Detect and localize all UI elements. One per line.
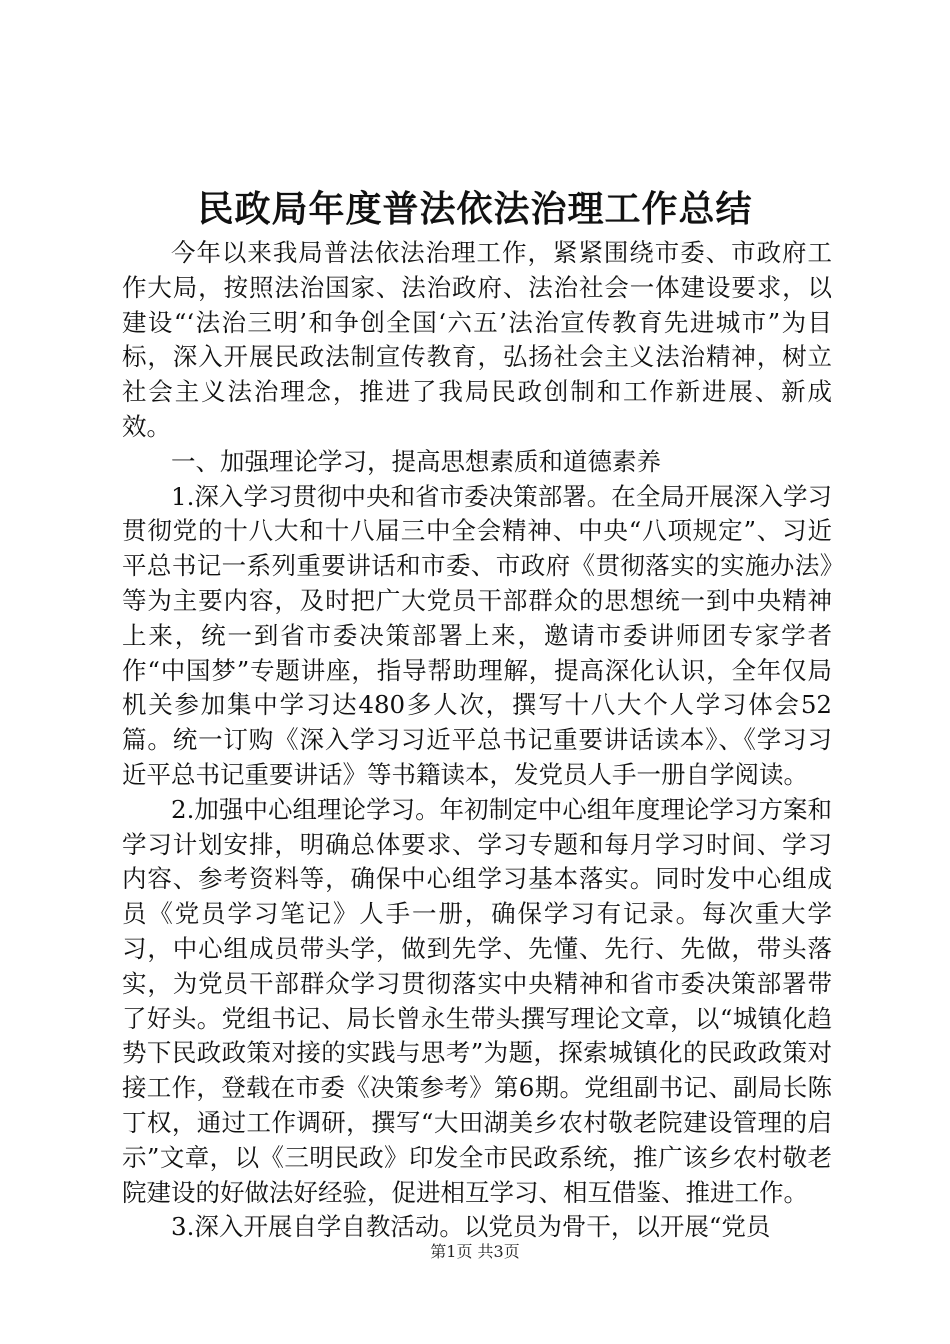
body-paragraph: 2.加强中心组理论学习。年初制定中心组年度理论学习方案和学习计划安排，明确总体要求、学习专题和每月学习时间、学习内容、参考资料等，确保中心组学习基本落实。同时发中心组成员《党员学习笔记》人手一册，确保学习有记录。每次重大学习，中心组成员带头学，做到先学、先懂、先行、先做，带头落实，为党员干部群众学习贯彻落实中央精神和省市委决策部署带了好头。党组书记、局长曾永生带头撰写理论文章，以“城镇化趋势下民政政策对接的实践与思考”为题，探索城镇化的民政政策对接工作，登载在市委《决策参考》第6期。党组副书记、副局长陈丁权，通过工作调研，撰写“大田湖美乡农村敬老院建设管理的启示”文章，以《三明民政》印发全市民政系统，推广该乡农村敬老院建设的好做法好经验，促进相互学习、相互借鉴、推进工作。 <box>122 794 832 1207</box>
document-body <box>122 236 832 1245</box>
body-paragraph: 3.深入开展自学自教活动。以党员为骨干，以开展“党员 <box>171 1212 771 1242</box>
intro-paragraph: 今年以来我局普法依法治理工作，紧紧围绕市委、市政府工作大局，按照法治国家、法治政府、法治社会一体建设要求，以建设“‘法治三明’和争创全国‘六五’法治宣传教育先进城市”为目标，深入开展民政法制宣传教育，弘扬社会主义法治精神，树立社会主义法治理念，推进了我局民政创制和工作新进展、新成效。 <box>122 238 832 441</box>
page-footer: 第1页 共3页 <box>430 1242 520 1261</box>
section-heading: 一、加强理论学习，提高思想素质和道德素养 <box>171 446 661 476</box>
document-title: 民政局年度普法依法治理工作总结 <box>197 188 753 230</box>
body-paragraph: 1.深入学习贯彻中央和省市委决策部署。在全局开展深入学习贯彻党的十八大和十八届三中全会精神、中央“八项规定”、习近平总书记一系列重要讲话和市委、市政府《贯彻落实的实施办法》等为主要内容，及时把广大党员干部群众的思想统一到中央精神上来，统一到省市委决策部署上来，邀请市委讲师团专家学者作“中国梦”专题讲座，指导帮助理解，提高深化认识，全年仅局机关参加集中学习达480多人次，撰写十八大个人学习体会52篇。统一订购《深入学习习近平总书记重要讲话读本》、《学习习近平总书记重要讲话》等书籍读本，发党员人手一册自学阅读。 <box>122 481 832 789</box>
